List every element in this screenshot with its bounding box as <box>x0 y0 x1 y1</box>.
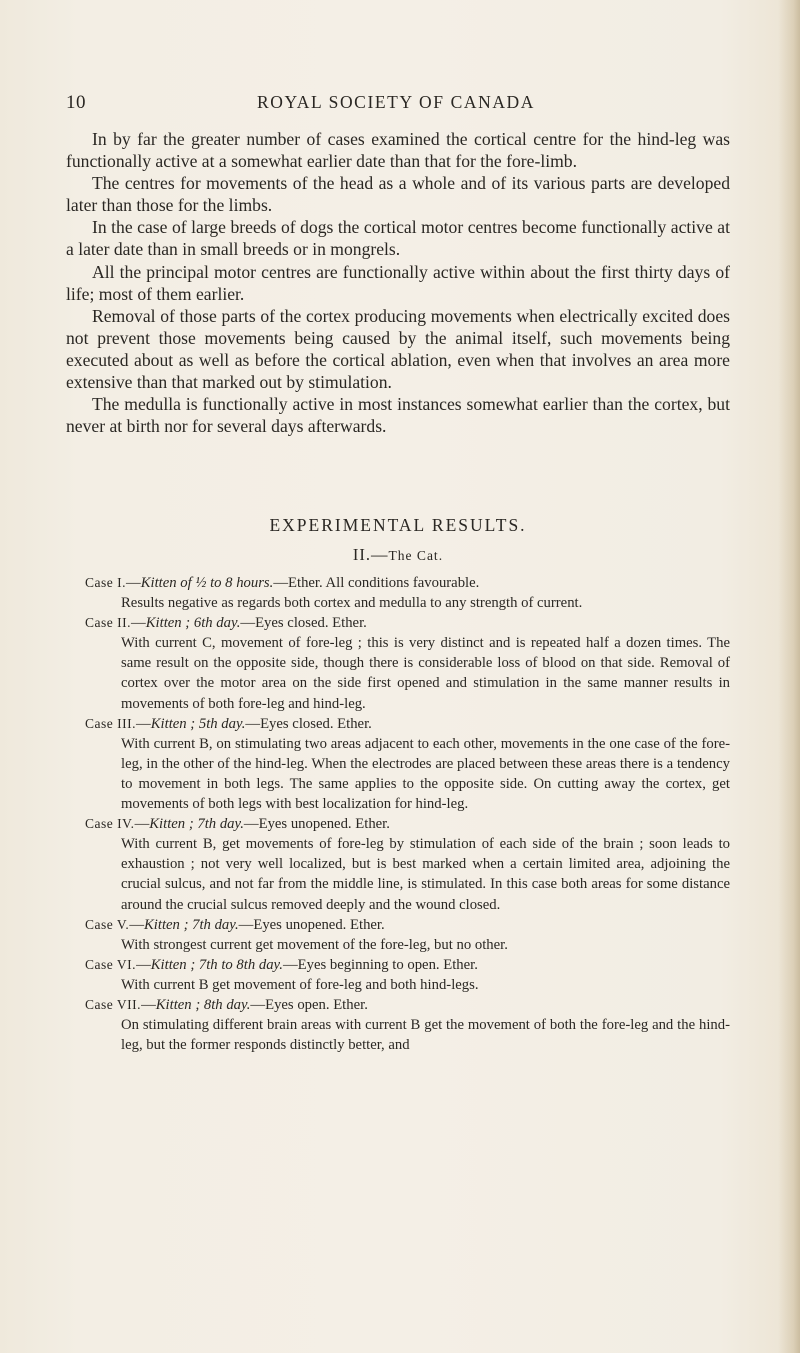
case-subject: Kitten ; 7th day. <box>144 916 239 933</box>
case-label: Case II. <box>85 615 132 631</box>
paragraph: In the case of large breeds of dogs the cortical motor centres become functionally active at a later date than in small breeds or in mongrels. <box>66 217 730 260</box>
case-description: With current B get movement of fore-leg and both hind-legs. <box>121 976 479 993</box>
paragraph: The medulla is functionally active in most instances somewhat earlier than the cortex, but never at birth nor for several days afterwards. <box>66 394 730 437</box>
case-description: With current C, movement of fore-leg ; this is very distinct and is repeated half a dozen times. The same result on the opposite side, though there is considerable loss of blood on that side. Removal of cortex over the motor area on the side first opened and stimulation in the same manner results in movements of both fore-leg and hind-leg. <box>121 635 730 712</box>
subsection-name: The Cat. <box>388 548 444 563</box>
case-conditions: —Eyes beginning to open. Ether. <box>282 956 478 973</box>
case-description: Results negative as regards both cortex and medulla to any strength of current. <box>121 595 583 612</box>
case-description: On stimulating different brain areas with current B get the movement of both the fore-leg and the hind-leg, but the former responds distinctly better, and <box>121 1017 730 1054</box>
case-entry: Case IV.—Kitten ; 7th day.—Eyes unopened. Ether. With current B, get movements of fore-leg by stimulation of each side of the brain ; soon leads to exhaustion ; not very well localized, but is best marked when a certain limited area, adjoining the crucial sulcus, and not far from the middle line, is stimulated. In this case both areas for some distance around the crucial sulcus removed deeply and the wound closed. <box>85 814 730 914</box>
section-title: EXPERIMENTAL RESULTS. <box>269 515 527 535</box>
case-subject: Kitten ; 5th day. <box>150 715 246 732</box>
case-subject: Kitten of ½ to 8 hours. <box>140 575 274 591</box>
case-label: Case III. <box>85 715 137 731</box>
case-entry: Case II.—Kitten ; 6th day.—Eyes closed. Ether. With current C, movement of fore-leg ; this is very distinct and is repeated half a dozen times. The same result on the opposite side, though there is considerable loss of blood on that side. Removal of cortex over the motor area on the side first opened and stimulation in the same manner results in movements of both fore-leg and hind-leg. <box>85 613 730 713</box>
case-entry: Case I.—Kitten of ½ to 8 hours.—Ether. All conditions favourable. Results negative as regards both cortex and medulla to any strength of current. <box>85 573 730 613</box>
case-conditions: —Ether. All conditions favourable. <box>273 575 480 591</box>
case-list <box>85 573 730 1055</box>
case-label: Case I. <box>85 575 127 590</box>
paragraph: In by far the greater number of cases examined the cortical centre for the hind-leg was functionally active at a somewhat earlier date than that for the fore-limb. <box>66 129 730 172</box>
case-description: With strongest current get movement of the fore-leg, but no other. <box>121 936 508 953</box>
page-edge-shadow <box>778 0 800 1353</box>
case-entry: Case III.—Kitten ; 5th day.—Eyes closed. Ether. With current B, on stimulating two areas adjacent to each other, movements in the one case of the fore-leg, in the other of the hind-leg. When the electrodes are placed between these areas there is a tendency to movement in both legs. The same applies to the opposite side. On cutting away the cortex, get movements of both legs with best localization for hind-leg. <box>85 714 730 814</box>
case-label: Case VI. <box>85 956 137 972</box>
case-conditions: —Eyes unopened. Ether. <box>243 816 390 833</box>
paragraph: The centres for movements of the head as a whole and of its various parts are developed later than those for the limbs. <box>66 173 730 216</box>
case-description: With current B, get movements of fore-leg by stimulation of each side of the brain ; soon leads to exhaustion ; not very well localized, but is best marked when a certain limited area, adjoining the crucial sulcus, and not far from the middle line, is stimulated. In this case both areas for some distance around the crucial sulcus removed deeply and the wound closed. <box>121 836 730 913</box>
body-text <box>66 128 730 437</box>
case-entry: Case VII.—Kitten ; 8th day.—Eyes open. Ether. On stimulating different brain areas with current B get the movement of both the fore-leg and the hind-leg, but the former responds distinctly better, and <box>85 995 730 1055</box>
case-conditions: —Eyes unopened. Ether. <box>238 916 385 933</box>
running-head: ROYAL SOCIETY OF CANADA <box>256 92 536 112</box>
page-header <box>66 92 726 116</box>
case-entry: Case VI.—Kitten ; 7th to 8th day.—Eyes beginning to open. Ether. With current B get movement of fore-leg and both hind-legs. <box>85 955 730 995</box>
paragraph: All the principal motor centres are functionally active within about the first thirty days of life; most of them earlier. <box>66 261 730 304</box>
case-conditions: —Eyes open. Ether. <box>250 996 368 1013</box>
case-subject: Kitten ; 7th to 8th day. <box>150 956 283 973</box>
case-conditions: —Eyes closed. Ether. <box>240 615 367 632</box>
case-subject: Kitten ; 8th day. <box>155 996 251 1013</box>
case-subject: Kitten ; 7th day. <box>149 816 244 833</box>
case-label: Case V. <box>85 916 130 932</box>
case-conditions: —Eyes closed. Ether. <box>245 715 372 732</box>
case-label: Case IV. <box>85 816 135 832</box>
page-number: 10 <box>66 92 86 113</box>
case-label: Case VII. <box>85 996 142 1012</box>
case-description: With current B, on stimulating two areas adjacent to each other, movements in the one case of the fore-leg, in the other of the hind-leg. When the electrodes are placed between these areas there is a tendency to movement in both legs. The same applies to the opposite side. On cutting away the cortex, get movements of both legs with best localization for hind-leg. <box>121 735 730 813</box>
subsection-title <box>66 545 730 565</box>
paragraph: Removal of those parts of the cortex producing movements when electrically excited does not prevent those movements being caused by the animal itself, such movements being executed about as well as before the cortical ablation, even when that involves an area more extensive than that marked out by stimulation. <box>66 305 730 393</box>
case-entry: Case V.—Kitten ; 7th day.—Eyes unopened. Ether. With strongest current get movement of the fore-leg, but no other. <box>85 915 730 955</box>
subsection-numeral: II.— <box>352 545 389 564</box>
case-subject: Kitten ; 6th day. <box>145 615 241 632</box>
